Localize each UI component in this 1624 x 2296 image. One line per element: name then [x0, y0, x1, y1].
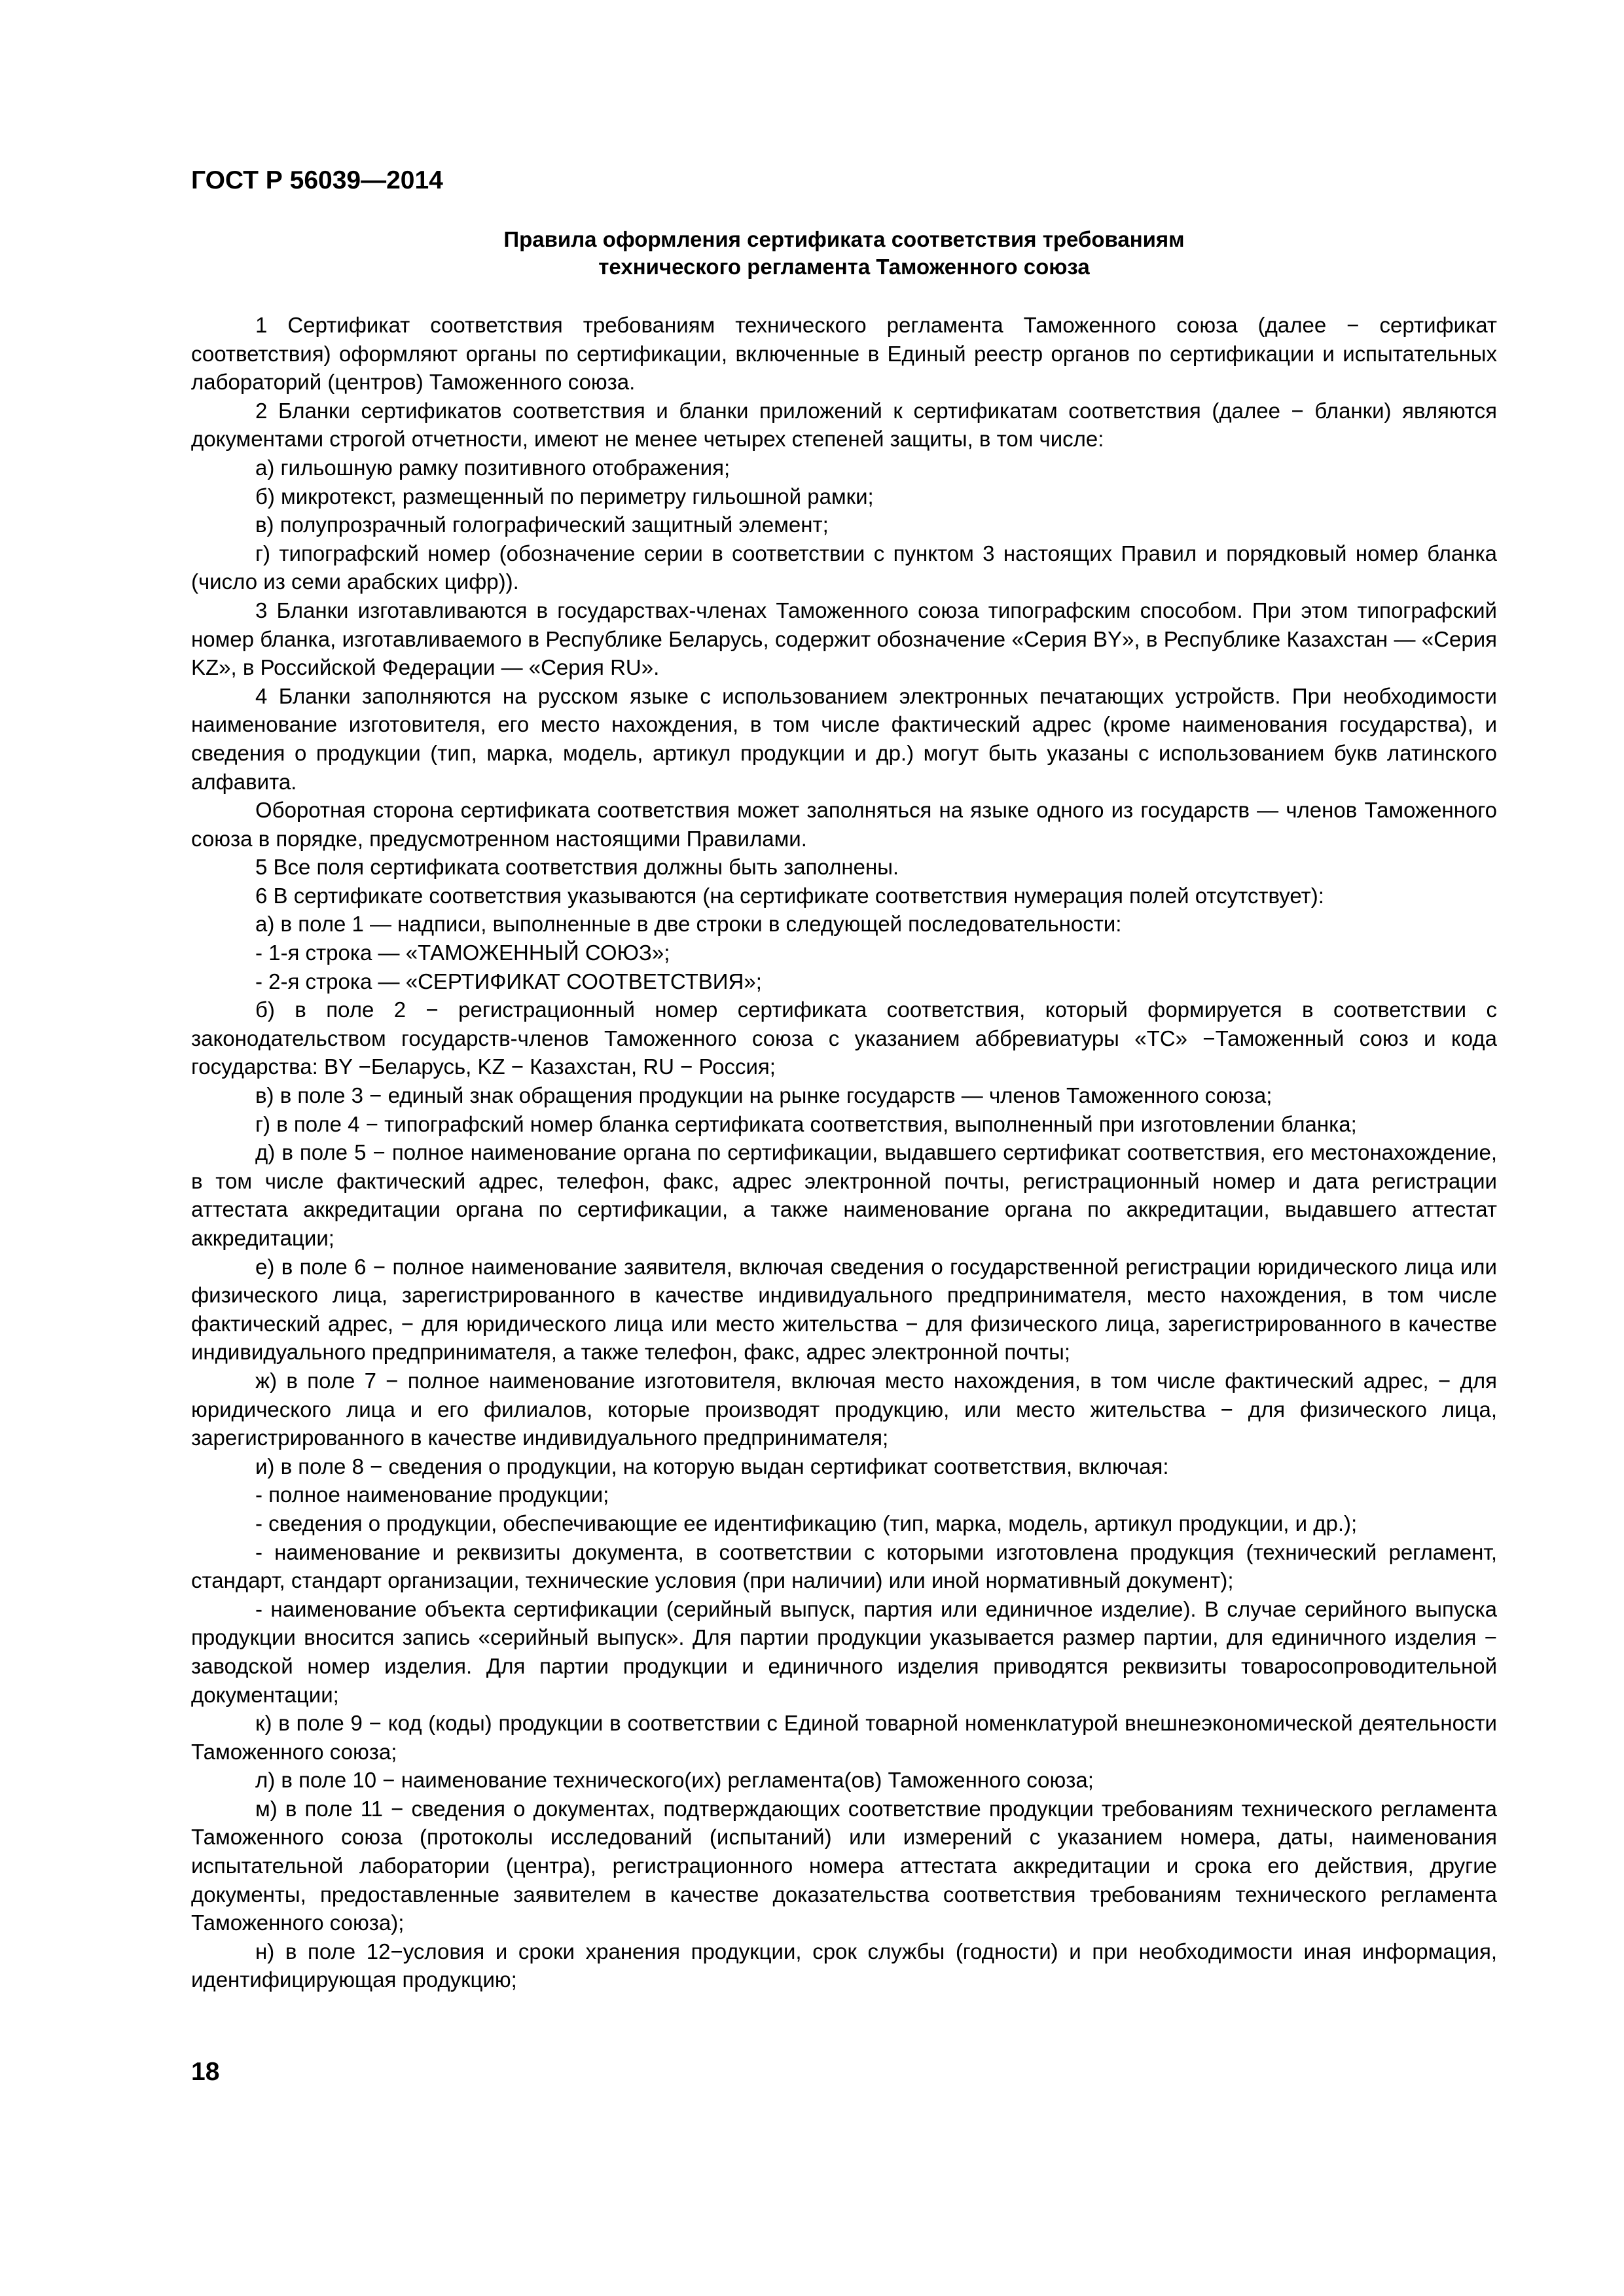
paragraph: л) в поле 10 − наименование технического(их) регламента(ов) Таможенного союза;: [255, 1768, 1094, 1793]
paragraph: - наименование объекта сертификации (серийный выпуск, партия или единичное изделие). В случае серийного выпуска продукции вносится запись «серийный выпуск». Для партии продукции указывается размер партии, для единичного изделия − заводской номер изделия. Для партии продукции и единичного изделия приводятся реквизиты товаросопроводительной документации;: [191, 1596, 1497, 1707]
paragraph: 6 В сертификате соответствия указываются (на сертификате соответствия нумерация полей отсутствует):: [255, 883, 1324, 908]
paragraph: - сведения о продукции, обеспечивающие ее идентификацию (тип, марка, модель, артикул продукции, и др.);: [255, 1511, 1358, 1535]
paragraph: 2 Бланки сертификатов соответствия и бланки приложений к сертификатам соответствия (далее − бланки) являются документами строгой отчетности, имеют не менее четырех степеней защиты, в том числе:: [191, 398, 1497, 452]
section-title-line-2: технического регламента Таможенного союза: [598, 255, 1090, 279]
paragraph: б) микротекст, размещенный по периметру гильошной рамки;: [255, 484, 874, 509]
paragraph: в) полупрозрачный голографический защитный элемент;: [255, 512, 829, 537]
section-title-line-1: Правила оформления сертификата соответствия требованиям: [503, 227, 1185, 251]
paragraph: - полное наименование продукции;: [255, 1482, 609, 1507]
paragraph: м) в поле 11 − сведения о документах, подтверждающих соответствие продукции требованиям технического регламента Таможенного союза (протоколы исследований (испытаний) или измерений с указанием номера, даты, наименования испытательной лаборатории (центра), регистрационного номера аттестата аккредитации и срока его действия, другие документы, предоставленные заявителем в качестве доказательства соответствия требованиям технического регламента Таможенного союза);: [191, 1796, 1497, 1935]
paragraph: г) типографский номер (обозначение серии в соответствии с пунктом 3 настоящих Правил и порядковый номер бланка (число из семи арабских цифр)).: [191, 541, 1497, 594]
paragraph: д) в поле 5 − полное наименование органа по сертификации, выдавшего сертификат соответствия, его местонахождение, в том числе фактический адрес, телефон, факс, адрес электронной почты, регистрационный номер и дата регистрации аттестата аккредитации органа по сертификации, а также наименование органа по аккредитации, выдавшего аттестат аккредитации;: [191, 1140, 1497, 1250]
paragraph: - 1-я строка — «ТАМОЖЕННЫЙ СОЮЗ»;: [255, 941, 670, 965]
body-text: [191, 311, 1497, 1994]
paragraph: а) гильошную рамку позитивного отображения;: [255, 455, 731, 480]
paragraph: 3 Бланки изготавливаются в государствах-членах Таможенного союза типографским способом. При этом типографский номер бланка, изготавливаемого в Республике Беларусь, содержит обозначение «Серия BY», в Республике Казахстан — «Серия KZ», в Российской Федерации — «Серия RU».: [191, 598, 1497, 680]
section-title: [191, 226, 1497, 281]
paragraph: 1 Сертификат соответствия требованиям технического регламента Таможенного союза (далее − сертификат соответствия) оформляют органы по сертификации, включенные в Единый реестр органов по сертификации и испытательных лабораторий (центров) Таможенного союза.: [191, 313, 1497, 395]
paragraph: ж) в поле 7 − полное наименование изготовителя, включая место нахождения, в том числе фактический адрес, − для юридического лица и его филиалов, которые производят продукцию, или место жительства − для физического лица, зарегистрированного в качестве индивидуального предпринимателя;: [191, 1368, 1497, 1450]
paragraph: н) в поле 12−условия и сроки хранения продукции, срок службы (годности) и при необходимости иная информация, идентифицирующая продукцию;: [191, 1939, 1497, 1992]
paragraph: б) в поле 2 − регистрационный номер сертификата соответствия, который формируется в соответствии с законодательством государств-членов Таможенного союза с указанием аббревиатуры «ТС» −Таможенный союз и кода государства: BY −Беларусь, KZ − Казахстан, RU − Россия;: [191, 997, 1497, 1079]
document-code: ГОСТ Р 56039—2014: [191, 166, 443, 194]
paragraph: а) в поле 1 — надписи, выполненные в две строки в следующей последовательности:: [255, 912, 1122, 937]
paragraph: е) в поле 6 − полное наименование заявителя, включая сведения о государственной регистрации юридического лица или физического лица, зарегистрированного в качестве индивидуального предпринимателя, место нахождения, в том числе фактический адрес, − для юридического лица или место жительства − для физического лица, зарегистрированного в качестве индивидуального предпринимателя, а также телефон, факс, адрес электронной почты;: [191, 1254, 1497, 1365]
paragraph: - наименование и реквизиты документа, в соответствии с которыми изготовлена продукция (технический регламент, стандарт, стандарт организации, технические условия (при наличии) или иной нормативный документ);: [191, 1539, 1497, 1593]
paragraph: г) в поле 4 − типографский номер бланка сертификата соответствия, выполненный при изготовлении бланка;: [255, 1111, 1357, 1136]
page-number: 18: [191, 2058, 220, 2086]
paragraph: 4 Бланки заполняются на русском языке с использованием электронных печатающих устройств. При необходимости наименование изготовителя, его место нахождения, в том числе фактический адрес (кроме наименования государства), и сведения о продукции (тип, марка, модель, артикул продукции и др.) могут быть указаны с использованием букв латинского алфавита.: [191, 683, 1497, 794]
paragraph: к) в поле 9 − код (коды) продукции в соответствии с Единой товарной номенклатурой внешнеэкономической деятельности Таможенного союза;: [191, 1711, 1497, 1764]
paragraph: - 2-я строка — «СЕРТИФИКАТ СООТВЕТСТВИЯ»;: [255, 969, 762, 994]
paragraph: 5 Все поля сертификата соответствия должны быть заполнены.: [255, 855, 899, 880]
paragraph: в) в поле 3 − единый знак обращения продукции на рынке государств — членов Таможенного союза;: [255, 1083, 1272, 1108]
paragraph: и) в поле 8 − сведения о продукции, на которую выдан сертификат соответствия, включая:: [255, 1454, 1169, 1479]
paragraph: Оборотная сторона сертификата соответствия может заполняться на языке одного из государств — членов Таможенного союза в порядке, предусмотренном настоящими Правилами.: [191, 798, 1497, 851]
